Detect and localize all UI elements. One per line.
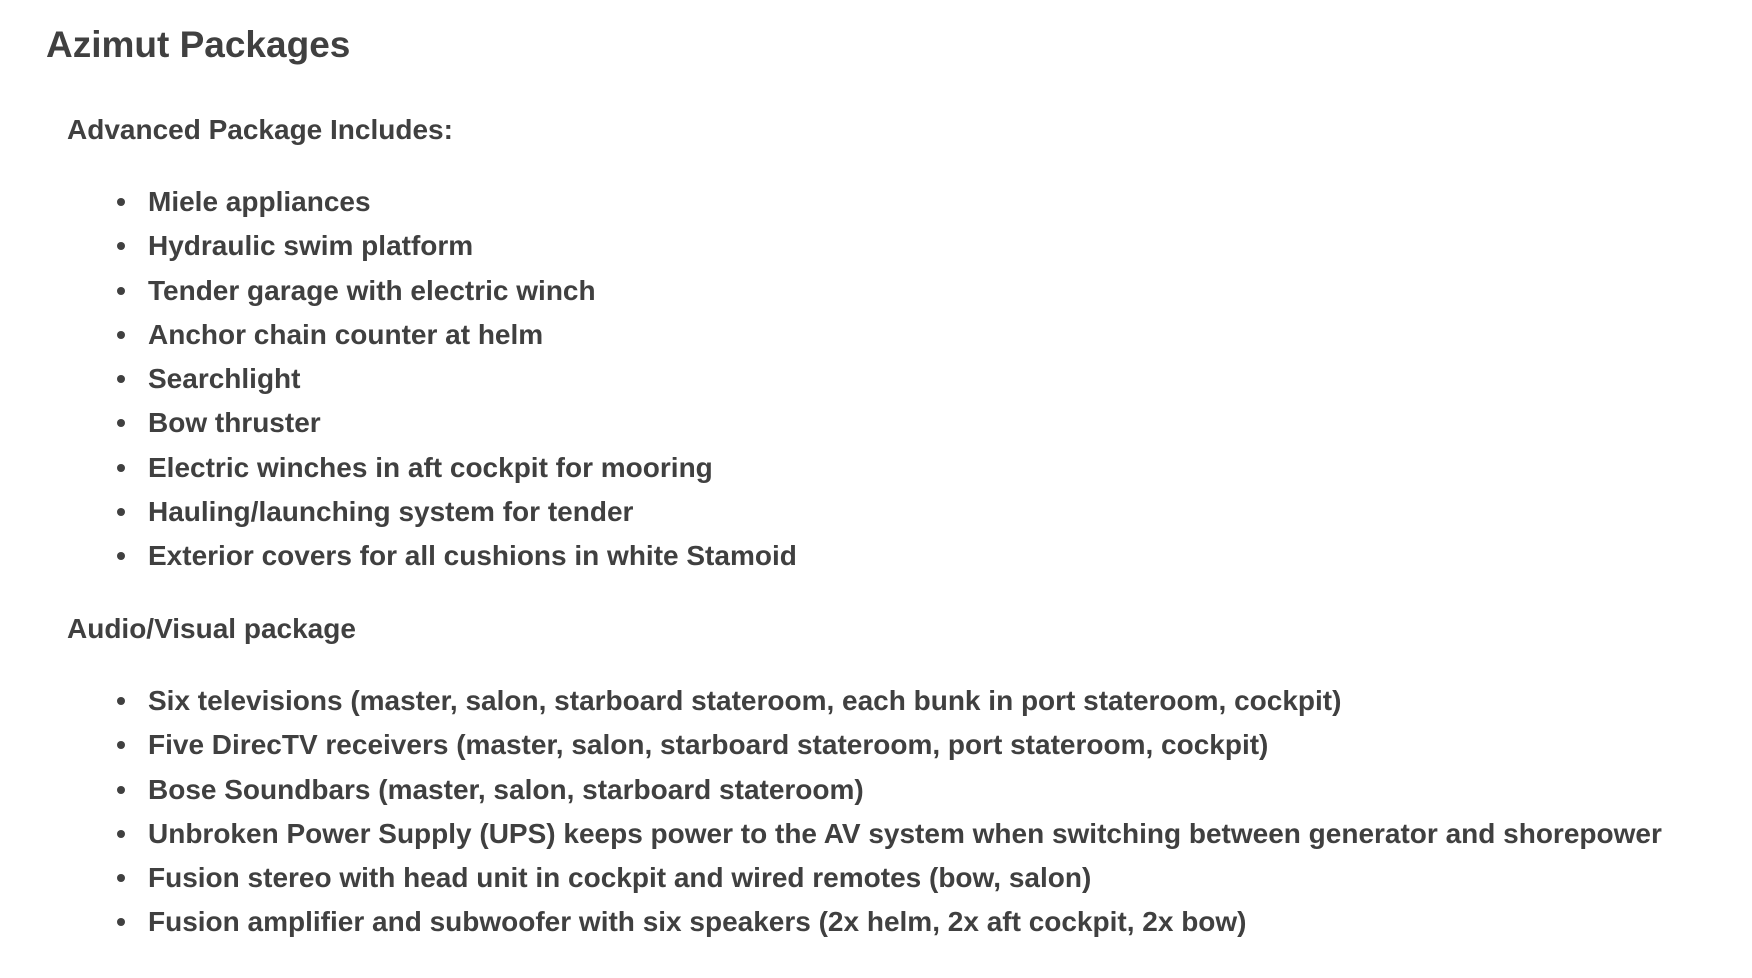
bullet-icon bbox=[117, 375, 125, 383]
list-item-text: Six televisions (master, salon, starboard stateroom, each bunk in port stateroom, cockpit) bbox=[148, 685, 1342, 716]
bullet-icon bbox=[117, 830, 125, 838]
bullet-icon bbox=[117, 697, 125, 705]
list-item-text: Unbroken Power Supply (UPS) keeps power to the AV system when switching between generator and shorepower bbox=[148, 817, 1662, 849]
bullet-icon bbox=[117, 741, 125, 749]
bullet-icon bbox=[117, 508, 125, 516]
list-item-text: Bow thruster bbox=[148, 407, 321, 439]
bullet-icon bbox=[117, 786, 125, 794]
list-item-text: Fusion amplifier and subwoofer with six speakers (2x helm, 2x aft cockpit, 2x bow) bbox=[148, 906, 1247, 938]
list-item-text: Hydraulic swim platform bbox=[148, 230, 474, 262]
bullet-icon bbox=[117, 464, 125, 472]
list-item-text: Searchlight bbox=[148, 363, 301, 395]
list-item-text: Electric winches in aft cockpit for mooring bbox=[148, 451, 713, 483]
bullet-icon bbox=[117, 419, 125, 427]
section-heading-advanced-package: Advanced Package Includes: bbox=[67, 114, 453, 145]
list-item-text: Anchor chain counter at helm bbox=[148, 318, 544, 350]
list-item-text: Bose Soundbars (master, salon, starboard stateroom) bbox=[148, 773, 864, 805]
bullet-icon bbox=[117, 198, 125, 206]
bullet-icon bbox=[117, 287, 125, 295]
list-item-text: Miele appliances bbox=[148, 186, 371, 217]
list-item-text: Five DirecTV receivers (master, salon, starboard stateroom, port stateroom, cockpit) bbox=[148, 729, 1269, 761]
list-item-text: Tender garage with electric winch bbox=[148, 274, 596, 306]
section-heading-audio-visual-package: Audio/Visual package bbox=[67, 613, 356, 644]
bullet-icon bbox=[117, 331, 125, 339]
page-title: Azimut Packages bbox=[46, 24, 351, 65]
bullet-icon bbox=[117, 552, 125, 560]
bullet-icon bbox=[117, 242, 125, 250]
bullet-icon bbox=[117, 918, 125, 926]
bullet-icon bbox=[117, 874, 125, 882]
list-item-text: Hauling/launching system for tender bbox=[148, 496, 634, 528]
list-item-text: Exterior covers for all cushions in white Stamoid bbox=[148, 540, 797, 572]
list-item-text: Fusion stereo with head unit in cockpit and wired remotes (bow, salon) bbox=[148, 862, 1092, 894]
